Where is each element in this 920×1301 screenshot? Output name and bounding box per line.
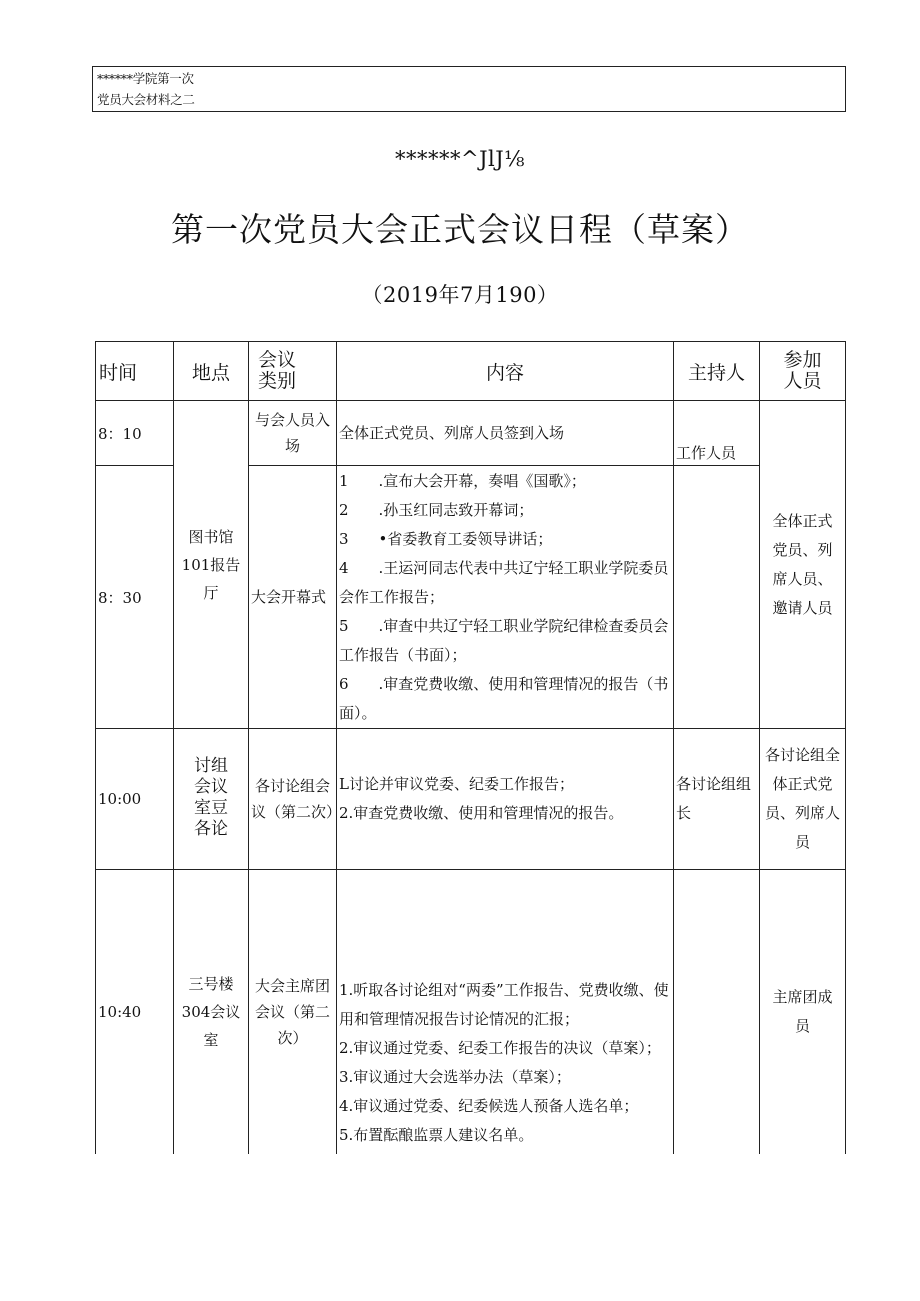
page-title: 第一次党员大会正式会议日程（草案） — [171, 210, 749, 249]
row2-content — [337, 466, 674, 729]
row2-content-item: 2 .孙玉红同志致开幕词； — [339, 500, 534, 519]
header-content: 内容 — [337, 342, 674, 401]
row4-type: 大会主席团会议（第二次） — [249, 870, 337, 1155]
participants-all: 全体正式党员、列席人员、邀请人员 — [772, 511, 833, 617]
row3-type: 各讨论组会议（第二次） — [249, 729, 337, 870]
row3-time: 10:00 — [96, 729, 174, 870]
table-row — [96, 401, 846, 466]
place-discussion-room: 讨组会议室豆各论 — [194, 755, 228, 839]
header-participants-label: 参加人员 — [783, 349, 822, 392]
row2-content-item: 1 .宣布大会开幕，奏唱《国歌》； — [339, 471, 586, 490]
row4-content-item: 5.布置酝酿监票人建议名单。 — [339, 1126, 534, 1144]
row2-time: 8：30 — [96, 466, 174, 729]
row3-content — [337, 729, 674, 870]
header-host: 主持人 — [674, 342, 760, 401]
row4-content-item: 4.审议通过党委、纪委候选人预备人选名单； — [339, 1097, 639, 1115]
row4-place: 三号楼304会议室 — [174, 870, 249, 1155]
row4-host — [674, 870, 760, 1155]
row2-host — [674, 466, 760, 729]
row1-2-place — [174, 401, 249, 729]
row1-content-item: 全体正式党员、列席人员签到入场 — [339, 423, 565, 442]
row4-content — [337, 870, 674, 1155]
row3-content-item: L讨论并审议党委、纪委工作报告； — [339, 775, 574, 793]
header-line-1: ******学院第一次 — [97, 71, 194, 86]
row1-time: 8：10 — [96, 401, 174, 466]
row4-participants — [760, 870, 846, 1155]
header-box — [92, 66, 846, 112]
table-header-row — [96, 342, 846, 401]
row2-content-item: 3 •省委教育工委领导讲话； — [339, 529, 553, 548]
header-type — [249, 342, 337, 401]
row2-content-item: 6 .审查党费收缴、使用和管理情况的报告（书面）。 — [339, 674, 669, 722]
row4-content-item: 1.听取各讨论组对“两委”工作报告、党费收缴、使用和管理情况报告讨论情况的汇报； — [339, 981, 669, 1028]
row1-content — [337, 401, 674, 466]
schedule-table — [95, 341, 846, 1154]
row3-host: 各讨论组组长 — [674, 729, 760, 870]
row3-content-item: 2.审查党费收缴、使用和管理情况的报告。 — [339, 804, 624, 822]
row4-time: 10:40 — [96, 870, 174, 1155]
document-code: ******^JlJ⅛ — [394, 147, 525, 171]
row4-content-item: 2.审议通过党委、纪委工作报告的决议（草案）； — [339, 1039, 661, 1057]
table-row — [96, 870, 846, 1155]
table-row — [96, 729, 846, 870]
document-date: （2019年7月190） — [361, 283, 559, 307]
row2-content-item: 5 .审查中共辽宁轻工职业学院纪律检查委员会工作报告（书面）； — [339, 616, 669, 664]
row4-content-item: 3.审议通过大会选举办法（草案）； — [339, 1068, 571, 1086]
header-type-label: 会议类别 — [257, 349, 296, 392]
row3-participants: 各讨论组全体正式党员、列席人员 — [760, 729, 846, 870]
row3-place — [174, 729, 249, 870]
header-time: 时间 — [96, 342, 174, 401]
header-participants — [760, 342, 846, 401]
header-line-2: 党员大会材料之二 — [97, 92, 195, 107]
header-place: 地点 — [174, 342, 249, 401]
row1-host: 工作人员 — [674, 401, 760, 466]
row2-content-item: 4 .王运河同志代表中共辽宁轻工职业学院委员会作工作报告； — [339, 558, 669, 606]
row2-type: 大会开幕式 — [249, 466, 337, 729]
participants-presidium: 主席团成员 — [772, 988, 833, 1035]
place-library: 图书馆101报告厅 — [181, 527, 241, 602]
row1-type: 与会人员入场 — [249, 401, 337, 466]
row1-2-participants — [760, 401, 846, 729]
